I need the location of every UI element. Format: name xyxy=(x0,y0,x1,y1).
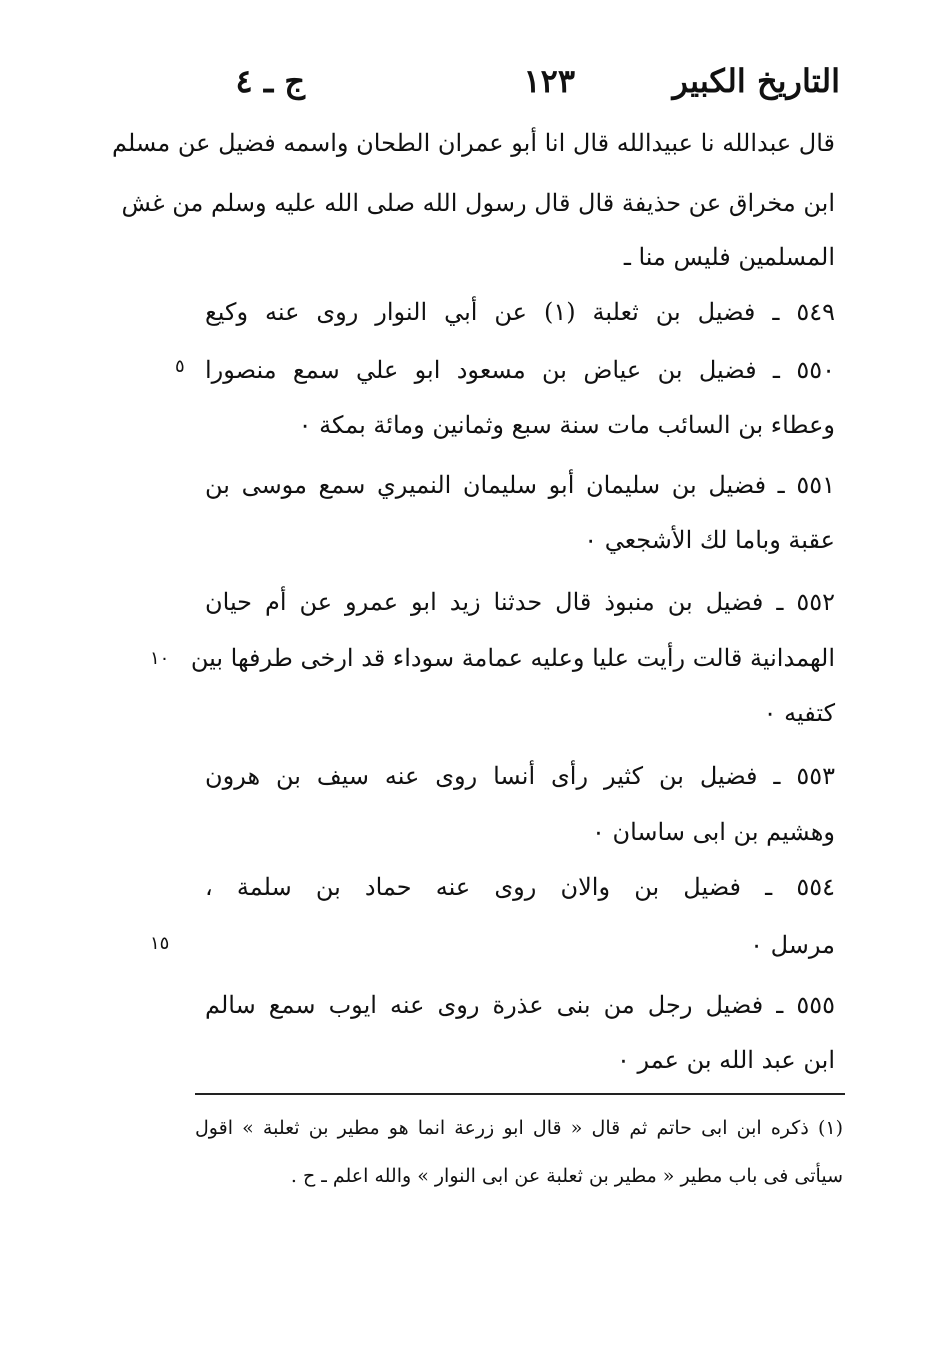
text-line: كتفيه ٠ xyxy=(763,699,835,727)
footnote-line: (١) ذكره ابن ابى حاتم ثم قال « قال ابو زرعة انما هو مطير بن ثعلبة » اقول xyxy=(195,1117,843,1139)
footnote-line: سيأتى فى باب مطير « مطير بن ثعلبة عن ابى النوار » والله اعلم ـ ح . xyxy=(290,1165,843,1187)
entry-553: ٥٥٣ ـ فضيل بن كثير رأى أنسا روى عنه سيف بن هرون xyxy=(205,762,835,790)
text-line: وهشيم بن ابى ساسان ٠ xyxy=(591,818,835,846)
book-title: التاريخ الكبير xyxy=(672,62,840,100)
volume-label: ج ـ ٤ xyxy=(235,62,305,100)
line-marker-15: ١٥ xyxy=(150,933,170,954)
entry-551: ٥٥١ ـ فضيل بن سليمان أبو سليمان النميري سمع موسى بن xyxy=(205,471,835,499)
entry-554: ٥٥٤ ـ فضيل بن والان روى عنه حماد بن سلمة ، xyxy=(205,873,835,901)
text-line: المسلمين فليس منا ـ xyxy=(623,243,835,271)
entry-550: ٥٥٠ ـ فضيل بن عياض بن مسعود ابو علي سمع منصورا xyxy=(205,356,835,384)
text-line: عقبة وباما لك الأشجعي ٠ xyxy=(584,526,835,554)
text-line: مرسل ٠ xyxy=(750,931,835,959)
entry-552: ٥٥٢ ـ فضيل بن منبوذ قال حدثنا زيد ابو عمرو عن أم حيان xyxy=(205,588,835,616)
line-marker-10: ١٠ xyxy=(150,648,170,669)
text-line: ابن مخراق عن حذيفة قال قال رسول الله صلى الله عليه وسلم من غش xyxy=(121,189,835,217)
page-header xyxy=(230,62,840,110)
line-marker-5: ٥ xyxy=(175,356,185,377)
entry-555: ٥٥٥ ـ فضيل رجل من بنى عذرة روى عنه ايوب سمع سالم xyxy=(205,991,835,1019)
footnote-divider xyxy=(195,1093,845,1095)
text-line: وعطاء بن السائب مات سنة سبع وثمانين ومائة بمكة ٠ xyxy=(298,411,835,439)
entry-549: ٥٤٩ ـ فضيل بن ثعلبة (١) عن أبي النوار روى عنه وكيع xyxy=(205,298,835,326)
page-number: ١٢٣ xyxy=(523,62,575,100)
text-line: قال عبدالله نا عبيدالله قال انا أبو عمران الطحان واسمه فضيل عن مسلم xyxy=(112,129,835,157)
text-line: الهمدانية قالت رأيت عليا وعليه عمامة سوداء قد ارخى طرفها بين xyxy=(190,644,835,672)
text-line: ابن عبد الله بن عمر ٠ xyxy=(617,1046,835,1074)
